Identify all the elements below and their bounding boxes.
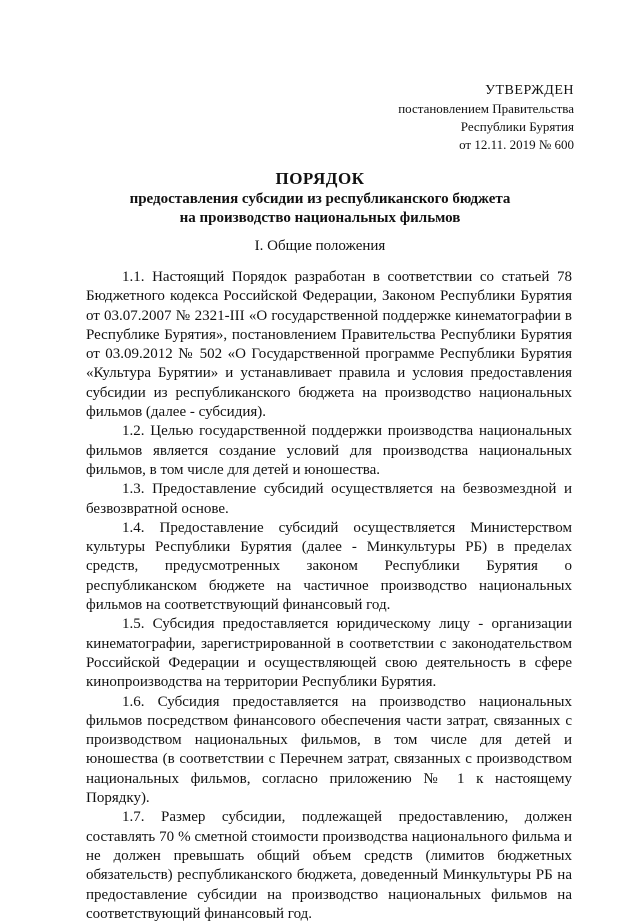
approval-line-1: постановлением Правительства xyxy=(398,101,574,116)
approval-stamp-block xyxy=(398,82,574,154)
paragraph-1-5: 1.5. Субсидия предоставляется юридическому лицу - организации кинематографии, зарегистрированной в соответствии с законодательством Российской Федерации и осуществляющей свою деятельность в сфере кинопроизводства на территории Республики Бурятия. xyxy=(86,616,572,691)
document-title: ПОРЯДОК xyxy=(275,169,365,188)
approval-line-2: Республики Бурятия xyxy=(460,119,574,134)
paragraph-1-2: 1.2. Целью государственной поддержки производства национальных фильмов является создание условий для производства национальных фильмов, в том числе для детей и юношества. xyxy=(86,423,572,478)
document-title-block xyxy=(0,168,640,228)
paragraph-1-7: 1.7. Размер субсидии, подлежащей предоставлению, должен составлять 70 % сметной стоимости производства национального фильма и не должен превышать общий объем средств (лимитов бюджетных обязательств) республиканского бюджета, доведенный Минкультуры РБ на предоставление субсидии на производство национальных фильмов на соответствующий финансовый год. xyxy=(86,809,572,922)
approval-heading: УТВЕРЖДЕН xyxy=(485,83,574,98)
approval-line-3: от 12.11. 2019 № 600 xyxy=(459,137,574,152)
document-body xyxy=(86,268,572,924)
document-subtitle-line-2: на производство национальных фильмов xyxy=(179,210,461,226)
paragraph-1-4: 1.4. Предоставление субсидий осуществляется Министерством культуры Республики Бурятия (далее - Минкультуры РБ) в пределах средств, предусмотренных законом Республики Бурятия о республиканском бюджете на частичное производство национальных фильмов на соответствующий финансовый год. xyxy=(86,519,572,614)
document-subtitle-line-1: предоставления субсидии из республиканского бюджета xyxy=(129,191,511,207)
paragraph-1-3: 1.3. Предоставление субсидий осуществляется на безвозмездной и безвозвратной основе. xyxy=(86,481,572,517)
section-heading: I. Общие положения xyxy=(254,238,386,254)
paragraph-1-6: 1.6. Субсидия предоставляется на производство национальных фильмов посредством финансового обеспечения части затрат, связанных с производством национальных фильмов, в том числе для детей и юношества (в соответствии с Перечнем затрат, связанных с производством национальных фильмов, согласно приложению № 1 к настоящему Порядку). xyxy=(86,693,572,807)
paragraph-1-1: 1.1. Настоящий Порядок разработан в соответствии со статьей 78 Бюджетного кодекса Российской Федерации, Законом Республики Бурятия от 03.07.2007 № 2321-III «О государственной поддержке кинематографии в Республике Бурятия», постановлением Правительства Республики Бурятия от 03.09.2012 № 502 «О Государственной программе Республики Бурятия «Культура Бурятии» и устанавливает правила и условия предоставления субсидии из республиканского бюджета на производство национальных фильмов (далее - субсидия). xyxy=(86,269,572,421)
